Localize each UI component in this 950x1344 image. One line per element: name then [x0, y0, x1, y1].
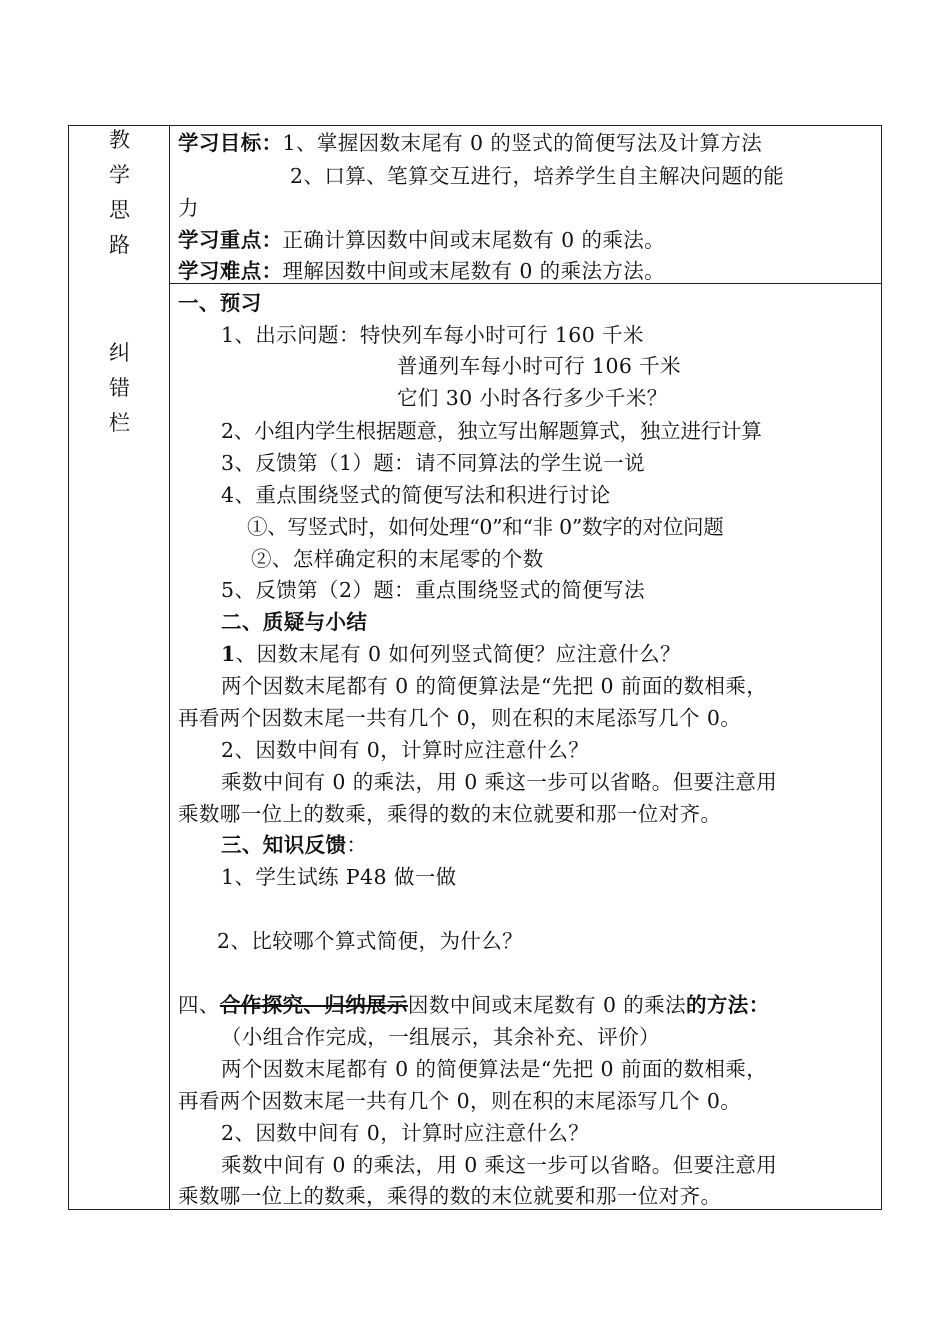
s1-q5: 5、反馈第（2）题：重点围绕竖式的简便写法 — [221, 578, 645, 602]
s2-p2a: 乘数中间有 0 的乘法，用 0 乘这一步可以省略。但要注意用 — [221, 770, 778, 794]
s2-p1b: 再看两个因数末尾一共有几个 0，则在积的末尾添写几个 0。 — [178, 706, 742, 730]
s2-p1a: 两个因数末尾都有 0 的简便算法是“先把 0 前面的数相乘， — [221, 674, 768, 698]
goal-line-2-cont: 力 — [178, 196, 199, 220]
label-char: 路 — [109, 233, 130, 257]
difficulty-line: 学习难点：理解因数中间或末尾数有 0 的乘法方法。 — [178, 259, 666, 283]
s3-q1: 1、学生试练 P48 做一做 — [221, 865, 457, 889]
s1-q1-c: 它们 30 小时各行多少千米？ — [397, 386, 668, 410]
s2-q2: 2、因数中间有 0，计算时应注意什么？ — [221, 738, 590, 762]
section-1-title: 一、预习 — [178, 291, 262, 315]
label-char: 学 — [109, 163, 130, 187]
goal-line-1: 学习目标：1、掌握因数末尾有 0 的竖式的简便写法及计算方法 — [178, 131, 763, 155]
s4-q2: 2、因数中间有 0，计算时应注意什么？ — [221, 1121, 590, 1145]
s4-p2a: 乘数中间有 0 的乘法，用 0 乘这一步可以省略。但要注意用 — [221, 1153, 778, 1177]
label-char: 纠 — [109, 341, 130, 365]
s1-q4-a: ①、写竖式时，如何处理“0”和“非 0”数字的对位问题 — [247, 515, 724, 539]
goal-line-2: 2、口算、笔算交互进行，培养学生自主解决问题的能 — [290, 164, 785, 188]
label-char: 栏 — [109, 411, 130, 435]
s4-note: （小组合作完成，一组展示，其余补充、评价） — [221, 1025, 660, 1049]
label-char: 教 — [109, 128, 130, 152]
key-point-line: 学习重点：正确计算因数中间或末尾数有 0 的乘法。 — [178, 228, 666, 252]
s2-q1: 1、因数末尾有 0 如何列竖式简便？应注意什么？ — [221, 642, 681, 666]
left-label-column — [69, 126, 170, 1209]
label-char: 思 — [109, 198, 130, 222]
s1-q4: 4、重点围绕竖式的简便写法和积进行讨论 — [221, 483, 611, 507]
s1-q1-b: 普通列车每小时可行 106 千米 — [397, 354, 682, 378]
s3-q2: 2、比较哪个算式简便，为什么？ — [217, 929, 524, 953]
s4-p1a: 两个因数末尾都有 0 的简便算法是“先把 0 前面的数相乘， — [221, 1057, 768, 1081]
label-char: 错 — [109, 376, 130, 400]
s1-q1: 1、出示问题：特快列车每小时可行 160 千米 — [221, 323, 644, 347]
section-3-title: 三、知识反馈： — [221, 833, 368, 857]
s4-p2b: 乘数哪一位上的数乘，乘得的数的末位就要和那一位对齐。 — [178, 1184, 722, 1208]
s1-q2: 2、小组内学生根据题意，独立写出解题算式，独立进行计算 — [221, 419, 762, 443]
lesson-plan-table — [68, 125, 882, 1210]
section-2-title: 二、质疑与小结 — [221, 610, 368, 634]
s1-q3: 3、反馈第（1）题：请不同算法的学生说一说 — [221, 451, 645, 475]
s1-q4-b: ②、怎样确定积的末尾零的个数 — [251, 547, 544, 571]
row-divider — [170, 283, 881, 284]
s4-p1b: 再看两个因数末尾一共有几个 0，则在积的末尾添写几个 0。 — [178, 1089, 742, 1113]
section-4-title: 四、合作探究、归纳展示因数中间或末尾数有 0 的乘法的方法： — [178, 993, 770, 1017]
s2-p2b: 乘数哪一位上的数乘，乘得的数的末位就要和那一位对齐。 — [178, 802, 722, 826]
